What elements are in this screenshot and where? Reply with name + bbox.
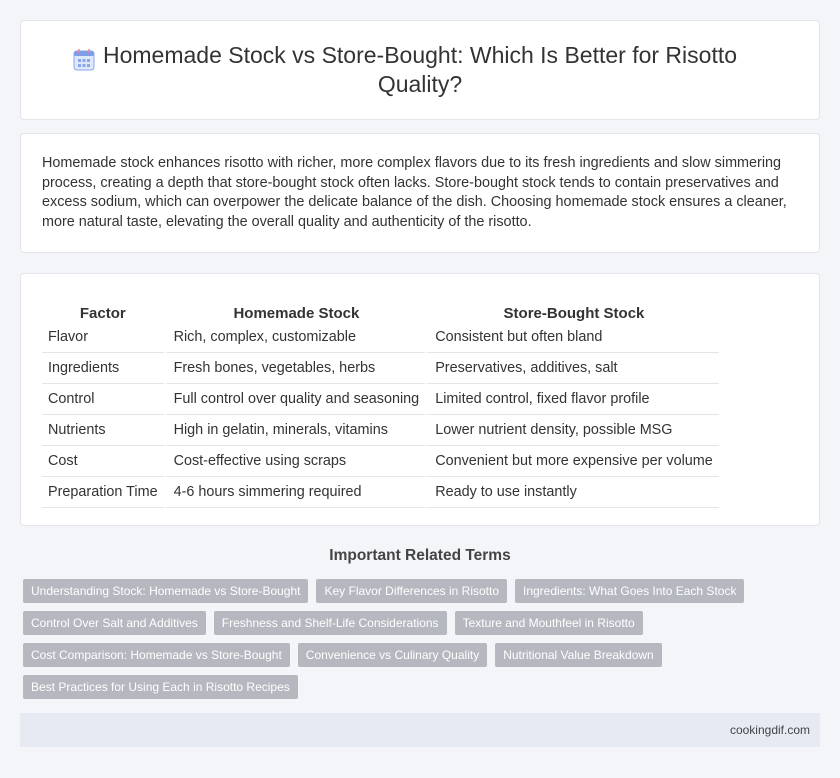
related-terms-title: Important Related Terms	[329, 547, 511, 564]
table-row	[42, 477, 719, 508]
table-cell: Consistent but often bland	[425, 322, 719, 353]
table-cell: Preparation Time	[42, 477, 164, 508]
table-cell: Limited control, fixed flavor profile	[425, 384, 719, 415]
tag-row	[23, 643, 803, 667]
related-term-tag[interactable]: Control Over Salt and Additives	[23, 611, 206, 635]
comparison-table-card	[20, 273, 820, 526]
table-cell: Nutrients	[42, 415, 164, 446]
table-row	[42, 446, 719, 477]
related-term-tag[interactable]: Convenience vs Culinary Quality	[298, 643, 487, 667]
table-row	[42, 353, 719, 384]
tag-row	[23, 579, 803, 603]
footer-domain[interactable]: cookingdif.com	[729, 723, 810, 737]
table-cell: Flavor	[42, 322, 164, 353]
column-header-factor: Factor	[79, 305, 126, 322]
table-cell: Convenient but more expensive per volume	[425, 446, 719, 477]
table-cell: Cost	[42, 446, 164, 477]
table-cell: Lower nutrient density, possible MSG	[425, 415, 719, 446]
related-term-tag[interactable]: Texture and Mouthfeel in Risotto	[455, 611, 643, 635]
page-title: Homemade Stock vs Store-Bought: Which Is Better for Risotto Quality?	[102, 42, 738, 97]
table-cell: Ready to use instantly	[425, 477, 719, 508]
table-cell: Rich, complex, customizable	[164, 322, 426, 353]
table-row	[42, 322, 719, 353]
related-term-tag[interactable]: Nutritional Value Breakdown	[495, 643, 662, 667]
table-cell: Control	[42, 384, 164, 415]
related-terms-list	[23, 579, 803, 707]
header-inner	[21, 21, 819, 119]
table-cell: Full control over quality and seasoning	[164, 384, 426, 415]
intro-card	[20, 133, 820, 253]
header-card	[20, 20, 820, 120]
table-row	[42, 415, 719, 446]
intro-paragraph: Homemade stock enhances risotto with richer, more complex flavors due to its fresh ingredients and slow simmering process, creating a depth that store-bought stock often lacks. Store-bought stock tends to contain preservatives and excess sodium, which can overpower the delicate balance of the dish. Choosing homemade stock ensures a cleaner, more natural taste, elevating the overall quality and authenticity of the risotto.	[42, 155, 787, 230]
related-term-tag[interactable]: Cost Comparison: Homemade vs Store-Bought	[23, 643, 290, 667]
tag-row	[23, 675, 803, 699]
table-cell: Ingredients	[42, 353, 164, 384]
table-cell: Cost-effective using scraps	[164, 446, 426, 477]
related-term-tag[interactable]: Ingredients: What Goes Into Each Stock	[515, 579, 744, 603]
table-cell: Fresh bones, vegetables, herbs	[164, 353, 426, 384]
comparison-table	[42, 296, 719, 508]
table-cell: 4-6 hours simmering required	[164, 477, 426, 508]
tag-row	[23, 611, 803, 635]
footer-bar	[20, 713, 820, 747]
related-term-tag[interactable]: Understanding Stock: Homemade vs Store-Bought	[23, 579, 308, 603]
related-term-tag[interactable]: Key Flavor Differences in Risotto	[316, 579, 507, 603]
related-term-tag[interactable]: Best Practices for Using Each in Risotto Recipes	[23, 675, 298, 699]
table-cell: Preservatives, additives, salt	[425, 353, 719, 384]
table-row	[42, 384, 719, 415]
related-term-tag[interactable]: Freshness and Shelf-Life Considerations	[214, 611, 447, 635]
table-header-row	[42, 296, 719, 322]
column-header-homemade: Homemade Stock	[164, 296, 426, 322]
table-cell: High in gelatin, minerals, vitamins	[164, 415, 426, 446]
column-header-store-bought: Store-Bought Stock	[425, 296, 719, 322]
